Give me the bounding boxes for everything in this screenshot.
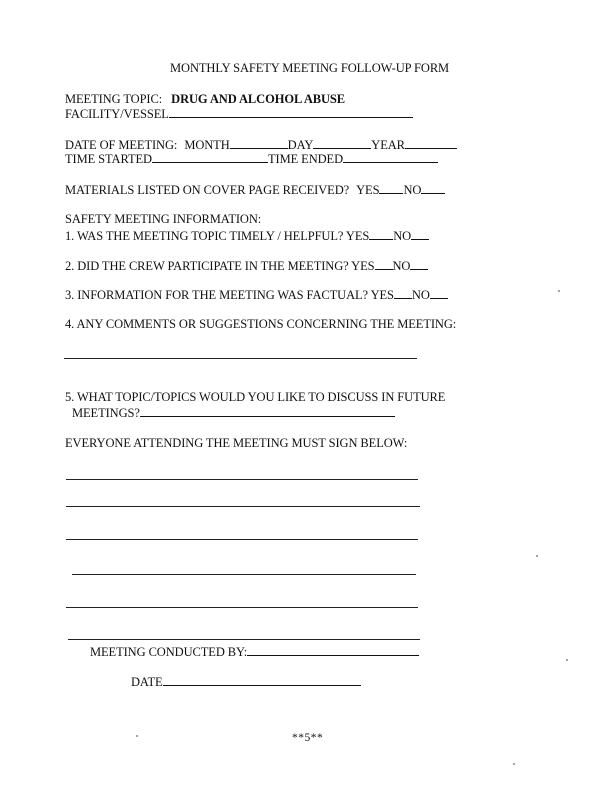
- q1-no-label: NO: [393, 229, 412, 243]
- q2-yes-label: YES: [351, 259, 375, 273]
- question-1-row: [65, 228, 429, 244]
- q2-yes-field[interactable]: [375, 258, 393, 270]
- q1-yes-label: YES: [345, 229, 370, 243]
- scan-speck: [536, 555, 538, 557]
- question-1: 1. WAS THE MEETING TOPIC TIMELY / HELPFUL?: [65, 229, 344, 243]
- q3-yes-label: YES: [370, 288, 394, 302]
- date-signed-row: [131, 674, 361, 690]
- question-5-line-2-row: [72, 405, 395, 421]
- materials-yes-field[interactable]: [379, 182, 403, 194]
- scan-speck: [566, 659, 568, 661]
- scan-speck: [136, 735, 138, 737]
- scan-speck: [558, 290, 560, 292]
- q2-no-label: NO: [392, 259, 411, 273]
- time-ended-field[interactable]: [343, 151, 438, 163]
- facility-label: FACILITY/VESSEL: [65, 107, 169, 121]
- scan-speck: [513, 763, 515, 765]
- q3-yes-field[interactable]: [394, 287, 412, 299]
- comments-line[interactable]: [64, 358, 417, 359]
- day-label: DAY: [287, 138, 314, 152]
- conducted-by-field[interactable]: [247, 644, 419, 656]
- q1-yes-field[interactable]: [369, 228, 393, 240]
- facility-row: [65, 106, 413, 122]
- q3-no-label: NO: [411, 288, 430, 302]
- conducted-by-row: [90, 644, 419, 660]
- sign-heading: EVERYONE ATTENDING THE MEETING MUST SIGN BELOW:: [65, 436, 408, 450]
- future-topics-field[interactable]: [140, 405, 395, 417]
- date-signed-label: DATE: [131, 675, 163, 689]
- signature-line[interactable]: [66, 506, 420, 507]
- q2-no-field[interactable]: [410, 258, 428, 270]
- time-ended-label: TIME ENDED: [267, 152, 344, 166]
- facility-field[interactable]: [169, 106, 413, 118]
- signature-line[interactable]: [72, 574, 416, 575]
- date-label: DATE OF MEETING:: [65, 138, 178, 152]
- materials-question: MATERIALS LISTED ON COVER PAGE RECEIVED?: [65, 183, 350, 197]
- q1-no-field[interactable]: [411, 228, 429, 240]
- materials-no-field[interactable]: [421, 182, 445, 194]
- materials-yes-label: YES: [356, 183, 380, 197]
- signature-line[interactable]: [66, 479, 418, 480]
- time-row: [65, 151, 438, 167]
- signature-line[interactable]: [66, 539, 418, 540]
- year-label: YEAR: [371, 138, 405, 152]
- signature-line[interactable]: [66, 607, 418, 608]
- date-signed-field[interactable]: [163, 674, 361, 686]
- time-started-field[interactable]: [152, 151, 268, 163]
- signature-line[interactable]: [68, 639, 420, 640]
- materials-row: [65, 182, 445, 198]
- q3-no-field[interactable]: [430, 287, 448, 299]
- question-5-line-2: MEETINGS?: [72, 406, 140, 420]
- question-5-line-1: 5. WHAT TOPIC/TOPICS WOULD YOU LIKE TO DISCUSS IN FUTURE: [65, 390, 446, 404]
- question-3-row: [65, 287, 448, 303]
- question-4: 4. ANY COMMENTS OR SUGGESTIONS CONCERNING THE MEETING:: [65, 317, 457, 331]
- meeting-topic-value: DRUG AND ALCOHOL ABUSE: [171, 92, 346, 106]
- meeting-topic-label: MEETING TOPIC:: [65, 92, 163, 106]
- month-label: MONTH: [184, 138, 230, 152]
- year-field[interactable]: [405, 137, 457, 149]
- form-title: MONTHLY SAFETY MEETING FOLLOW-UP FORM: [170, 61, 450, 75]
- time-started-label: TIME STARTED: [65, 152, 152, 166]
- info-heading: SAFETY MEETING INFORMATION:: [65, 212, 262, 226]
- question-3: 3. INFORMATION FOR THE MEETING WAS FACTUAL?: [65, 288, 368, 302]
- day-field[interactable]: [313, 137, 371, 149]
- question-2-row: [65, 258, 428, 274]
- page-number: **5**: [292, 732, 324, 744]
- month-field[interactable]: [230, 137, 288, 149]
- meeting-topic-row: [65, 92, 345, 107]
- question-2: 2. DID THE CREW PARTICIPATE IN THE MEETING?: [65, 259, 349, 273]
- conducted-by-label: MEETING CONDUCTED BY:: [90, 645, 248, 659]
- materials-no-label: NO: [403, 183, 422, 197]
